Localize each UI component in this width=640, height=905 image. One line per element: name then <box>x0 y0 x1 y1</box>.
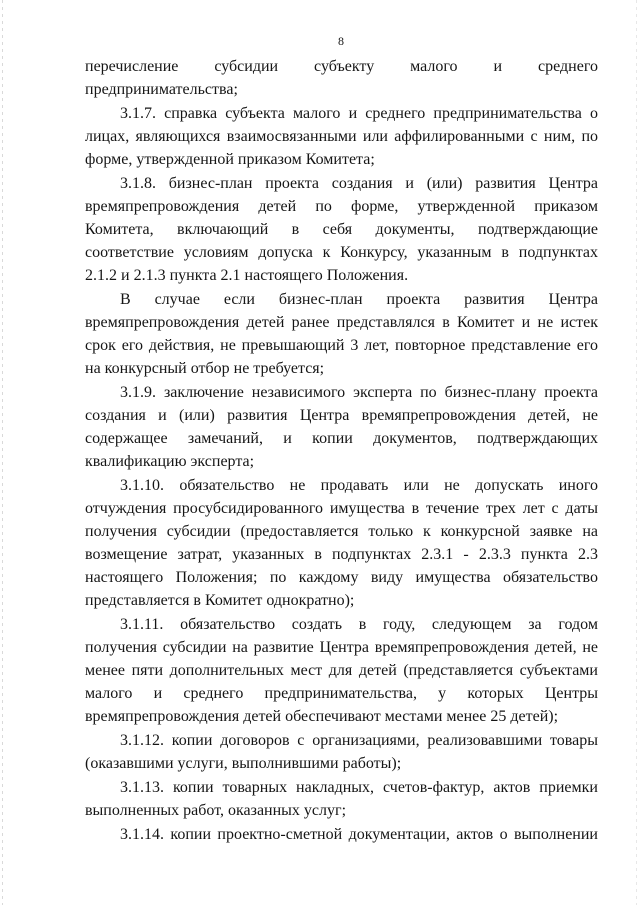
text-line: предпринимательства; <box>85 80 238 98</box>
text-line: создания и (или) развития Центра времяпрепровождения детей, не <box>85 406 598 424</box>
text-line: 2.1.2 и 2.1.3 пункта 2.1 настоящего Положения. <box>85 266 409 284</box>
text-line: времяпрепровождения детей обеспечивают местами менее 25 детей); <box>85 707 559 725</box>
text-line: выполненных работ, оказанных услуг; <box>85 801 347 819</box>
scan-edge-left <box>2 0 3 905</box>
paragraph <box>85 288 598 380</box>
text-line: (оказавшими услуги, выполнившими работы); <box>85 754 402 772</box>
paragraph <box>85 474 598 612</box>
text-line: малого и среднего предпринимательства, у которых Центры <box>85 684 598 702</box>
paragraph <box>85 381 598 473</box>
text-line: квалификацию эксперта; <box>85 452 255 470</box>
text-line: времяпрепровождения детей ранее представлялся в Комитет и не истек <box>85 313 598 331</box>
text-line: представляется в Комитет однократно); <box>85 591 355 609</box>
text-line: форме, утвержденной приказом Комитета; <box>85 150 375 168</box>
page-number: 8 <box>338 34 344 48</box>
text-line: содержащее замечаний, и копии документов, подтверждающих <box>85 429 598 447</box>
text-line: В случае если бизнес-план проекта развития Центра <box>120 290 598 308</box>
paragraph <box>85 55 598 101</box>
text-line: 3.1.7. справка субъекта малого и среднего предпринимательства о <box>120 104 598 122</box>
text-line: Комитета, включающий в себя документы, подтверждающие <box>85 220 598 238</box>
text-line: лицах, являющихся взаимосвязанными или аффилированными с ним, по <box>85 127 598 145</box>
text-line: 3.1.9. заключение независимого эксперта по бизнес-плану проекта <box>120 383 598 401</box>
text-line: соответствие условиям допуска к Конкурсу, указанным в подпунктах <box>85 243 598 261</box>
document-body <box>85 55 598 846</box>
paragraph <box>85 172 598 287</box>
text-line: получения субсидии на развитие Центра времяпрепровождения детей, не <box>85 638 598 656</box>
paragraph <box>85 613 598 728</box>
text-line: на конкурсный отбор не требуется; <box>85 359 325 377</box>
text-line: отчуждения просубсидированного имущества в течение трех лет с даты <box>85 499 598 517</box>
text-line: 3.1.10. обязательство не продавать или не допускать иного <box>120 476 598 494</box>
paragraph <box>85 102 598 171</box>
text-line: получения субсидии (предоставляется только к конкурсной заявке на <box>85 522 598 540</box>
paragraph <box>85 729 598 775</box>
text-line: 3.1.11. обязательство создать в году, следующем за годом <box>120 615 598 633</box>
text-line: менее пяти дополнительных мест для детей (представляется субъектами <box>85 661 598 679</box>
scan-edge-right <box>636 0 637 905</box>
text-line: перечисление субсидии субъекту малого и среднего <box>85 57 598 75</box>
text-line: 3.1.8. бизнес-план проекта создания и (или) развития Центра <box>120 174 598 192</box>
text-line: 3.1.12. копии договоров с организациями, реализовавшими товары <box>120 731 598 749</box>
text-line: срок его действия, не превышающий 3 лет, повторное представление его <box>85 336 598 354</box>
text-line: 3.1.13. копии товарных накладных, счетов-фактур, актов приемки <box>120 778 598 796</box>
paragraph <box>85 823 598 846</box>
text-line: 3.1.14. копии проектно-сметной документации, актов о выполнении <box>120 825 598 843</box>
text-line: настоящего Положения; по каждому виду имущества обязательство <box>85 568 598 586</box>
text-line: возмещение затрат, указанных в подпунктах 2.3.1 - 2.3.3 пункта 2.3 <box>85 545 598 563</box>
paragraph <box>85 776 598 822</box>
text-line: времяпрепровождения детей по форме, утвержденной приказом <box>85 197 598 215</box>
